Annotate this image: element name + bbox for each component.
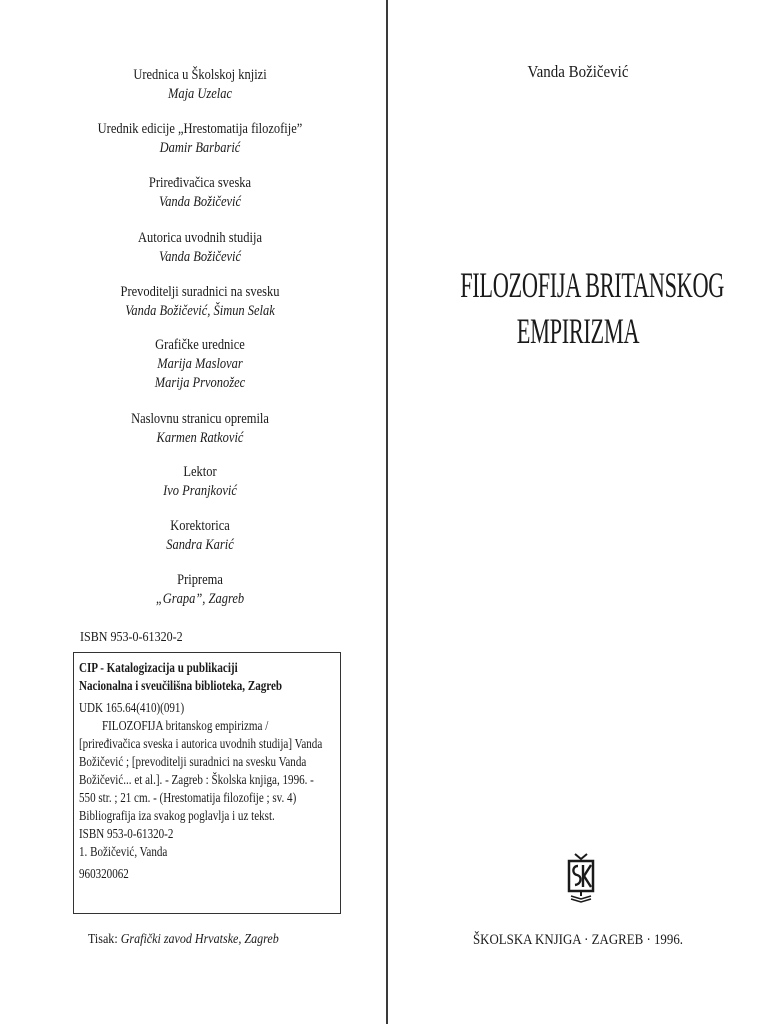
publisher-logo-icon bbox=[566, 852, 596, 908]
cip-description: Božičević... et al.]. - Zagreb : Školska knjiga, 1996. - bbox=[79, 772, 314, 787]
book-title bbox=[388, 262, 768, 354]
credit-name: Damir Barbarić bbox=[159, 140, 241, 156]
cip-isbn: ISBN 953-0-61320-2 bbox=[79, 826, 174, 841]
book-title-line: FILOZOFIJA BRITANSKOG bbox=[460, 265, 725, 305]
printer-name: Grafički zavod Hrvatske, Zagreb bbox=[120, 932, 279, 947]
credit-name: Vanda Božičević, Šimun Selak bbox=[125, 303, 275, 319]
credit-name: Sandra Karić bbox=[166, 537, 234, 553]
credit-name: Marija Maslovar bbox=[157, 356, 243, 372]
cip-number: 960320062 bbox=[79, 866, 129, 881]
isbn-line: ISBN 953-0-61320-2 bbox=[80, 630, 183, 645]
credit-corrector bbox=[50, 517, 350, 555]
printer-line bbox=[88, 932, 279, 948]
credit-role: Korektorica bbox=[170, 518, 230, 534]
credit-role: Urednica u Školskoj knjizi bbox=[133, 67, 267, 83]
cip-heading: CIP - Katalogizacija u publikaciji bbox=[79, 660, 238, 675]
credit-series-editor bbox=[50, 120, 350, 158]
credit-proofreader bbox=[50, 463, 350, 501]
cip-note: Bibliografija iza svakog poglavlja i uz tekst. bbox=[79, 808, 275, 823]
credit-role: Grafičke urednice bbox=[155, 337, 245, 353]
credit-role: Naslovnu stranicu opremila bbox=[131, 411, 269, 427]
credit-name: Ivo Pranjković bbox=[163, 483, 237, 499]
credit-cover-design bbox=[50, 410, 350, 448]
credit-name: Karmen Ratković bbox=[156, 430, 244, 446]
cip-entry: 1. Božičević, Vanda bbox=[79, 844, 168, 859]
author-name: Vanda Božičević bbox=[527, 62, 629, 81]
credit-name: Vanda Božičević bbox=[158, 249, 242, 265]
credit-name: Maja Uzelac bbox=[167, 86, 233, 102]
credit-role: Urednik edicije „Hrestomatija filozofije” bbox=[97, 121, 303, 137]
cip-description: Božičević ; [prevoditelji suradnici na svesku Vanda bbox=[79, 754, 307, 769]
cip-description: [priređivačica sveska i autorica uvodnih studija] Vanda bbox=[79, 736, 323, 751]
credit-editor bbox=[50, 66, 350, 104]
credit-role: Autorica uvodnih studija bbox=[137, 230, 262, 246]
credit-role: Priređivačica sveska bbox=[148, 175, 252, 191]
cip-description: 550 str. ; 21 cm. - (Hrestomatija filozofije ; sv. 4) bbox=[79, 790, 297, 805]
credit-studies-author bbox=[50, 229, 350, 267]
cip-udk: UDK 165.64(410)(091) bbox=[79, 700, 185, 715]
credit-graphic-editors bbox=[50, 336, 350, 393]
right-page bbox=[388, 0, 768, 1024]
publisher-imprint: ŠKOLSKA KNJIGA · ZAGREB · 1996. bbox=[472, 932, 684, 948]
credit-role: Priprema bbox=[177, 572, 223, 588]
book-title-line: EMPIRIZMA bbox=[516, 311, 640, 351]
printer-label: Tisak: bbox=[88, 932, 118, 947]
credit-name: Marija Prvonožec bbox=[154, 375, 246, 391]
credit-name: Vanda Božičević bbox=[158, 194, 242, 210]
credit-name: „Grapa”, Zagreb bbox=[155, 591, 245, 607]
credit-translators bbox=[50, 283, 350, 321]
credit-role: Lektor bbox=[183, 464, 217, 480]
cip-record-box bbox=[73, 652, 341, 914]
credit-volume-editor bbox=[50, 174, 350, 212]
cip-library: Nacionalna i sveučilišna biblioteka, Zagreb bbox=[79, 678, 283, 693]
cip-title: FILOZOFIJA britanskog empirizma / bbox=[101, 718, 269, 733]
credit-prepress bbox=[50, 571, 350, 609]
credit-role: Prevoditelji suradnici na svesku bbox=[120, 284, 280, 300]
